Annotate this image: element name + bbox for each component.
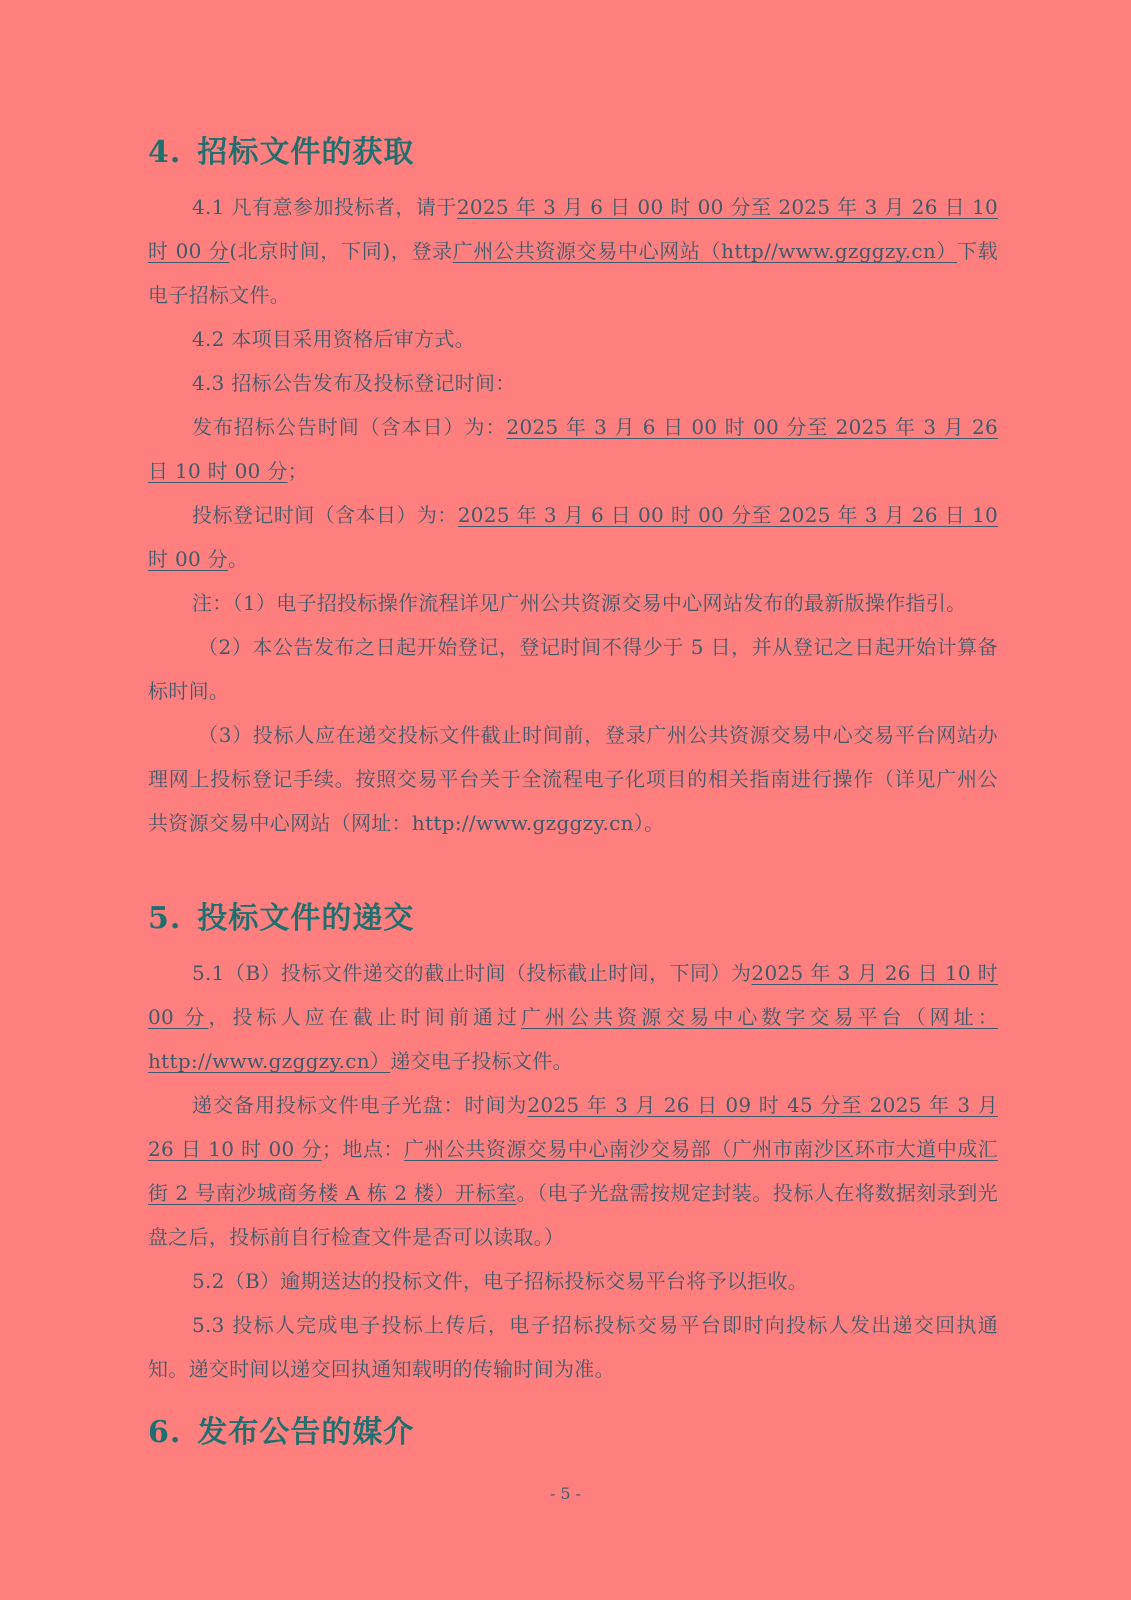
underlined-location: 广州公共资源交易中心南沙交易部（广州市南沙区环市大道中成汇街 2 号南沙城商务楼 A 栋 2 楼）开标室 <box>148 1137 998 1205</box>
text: 5.1（B）投标文件递交的截止时间（投标截止时间，下同）为 <box>192 961 752 985</box>
section-6-title: 发布公告的媒介 <box>197 1415 415 1450</box>
text: 4.1 凡有意参加投标者，请于 <box>192 195 457 219</box>
text: 递交备用投标文件电子光盘：时间为 <box>192 1093 528 1117</box>
underlined-date-range: 2025 年 3 月 26 日 09 时 45 分至 2025 年 3 月 26 日 10 时 00 分 <box>148 1093 998 1161</box>
section-4-number: 4. <box>148 135 182 170</box>
text: 发布招标公告时间（含本日）为： <box>192 415 507 439</box>
text: 。 <box>227 547 249 571</box>
text: ；地点： <box>321 1137 404 1161</box>
section-5-title: 投标文件的递交 <box>197 901 415 936</box>
underlined-date-range: 2025 年 3 月 6 日 00 时 00 分至 2025 年 3 月 26 日 10 时 00 分 <box>148 415 998 483</box>
paragraph-4-1 <box>148 185 998 317</box>
paragraph-register-time <box>148 493 998 581</box>
note-3: （3）投标人应在递交投标文件截止时间前，登录广州公共资源交易中心交易平台网站办理网上投标登记手续。按照交易平台关于全流程电子化项目的相关指南进行操作（详见广州公共资源交易中心网站（网址：http://www.gzggzy.cn）。 <box>148 723 998 835</box>
paragraph-5-2: 5.2（B）逾期送达的投标文件，电子招标投标交易平台将予以拒收。 <box>192 1269 809 1293</box>
text: 递交电子投标文件。 <box>390 1049 573 1073</box>
section-4-heading <box>148 128 998 178</box>
text: ； <box>287 459 308 483</box>
text: 投标登记时间（含本日）为： <box>192 503 458 527</box>
platform-link[interactable]: 广州公共资源交易中心数字交易平台（网址：http://www.gzggzy.cn） <box>148 1005 998 1073</box>
section-4 <box>148 128 998 845</box>
underlined-date-range: 2025 年 3 月 6 日 00 时 00 分至 2025 年 3 月 26 日 10 时 00 分 <box>148 195 999 263</box>
website-link[interactable]: 广州公共资源交易中心网站（http//www.gzggzy.cn） <box>452 239 958 263</box>
paragraph-publish-time <box>148 405 998 493</box>
paragraph-5-3: 5.3 投标人完成电子投标上传后，电子招标投标交易平台即时向投标人发出递交回执通知。递交时间以递交回执通知载明的传输时间为准。 <box>148 1313 998 1381</box>
text: (北京时间，下同)，登录 <box>229 239 453 263</box>
text: ，投标人应在截止时间前通过 <box>208 1005 521 1029</box>
paragraph-4-3: 4.3 招标公告发布及投标登记时间： <box>192 371 516 395</box>
paragraph-5-1 <box>148 951 998 1083</box>
section-6 <box>148 1408 998 1458</box>
section-4-title: 招标文件的获取 <box>197 135 415 170</box>
text: 。（电子光盘需按规定封装。投标人在将数据刻录到光盘之后，投标前自行检查文件是否可以读取。） <box>148 1181 998 1249</box>
text: 下载电子招标文件。 <box>148 239 998 307</box>
underlined-date-range: 2025 年 3 月 6 日 00 时 00 分至 2025 年 3 月 26 日 10 时 00 分 <box>148 503 998 571</box>
section-5 <box>148 894 998 1391</box>
section-6-heading <box>148 1408 998 1458</box>
section-5-number: 5. <box>148 901 182 936</box>
page-number: - 5 - <box>549 1484 582 1503</box>
paragraph-4-2: 4.2 本项目采用资格后审方式。 <box>192 327 475 351</box>
section-5-heading <box>148 894 998 944</box>
paragraph-backup-disc <box>148 1083 998 1259</box>
note-1: 注：（1）电子招投标操作流程详见广州公共资源交易中心网站发布的最新版操作指引。 <box>192 591 967 615</box>
note-2: （2）本公告发布之日起开始登记，登记时间不得少于 5 日，并从登记之日起开始计算备标时间。 <box>148 635 998 703</box>
underlined-deadline: 2025 年 3 月 26 日 10 时 00 分 <box>148 961 999 1029</box>
section-6-number: 6. <box>148 1415 182 1450</box>
